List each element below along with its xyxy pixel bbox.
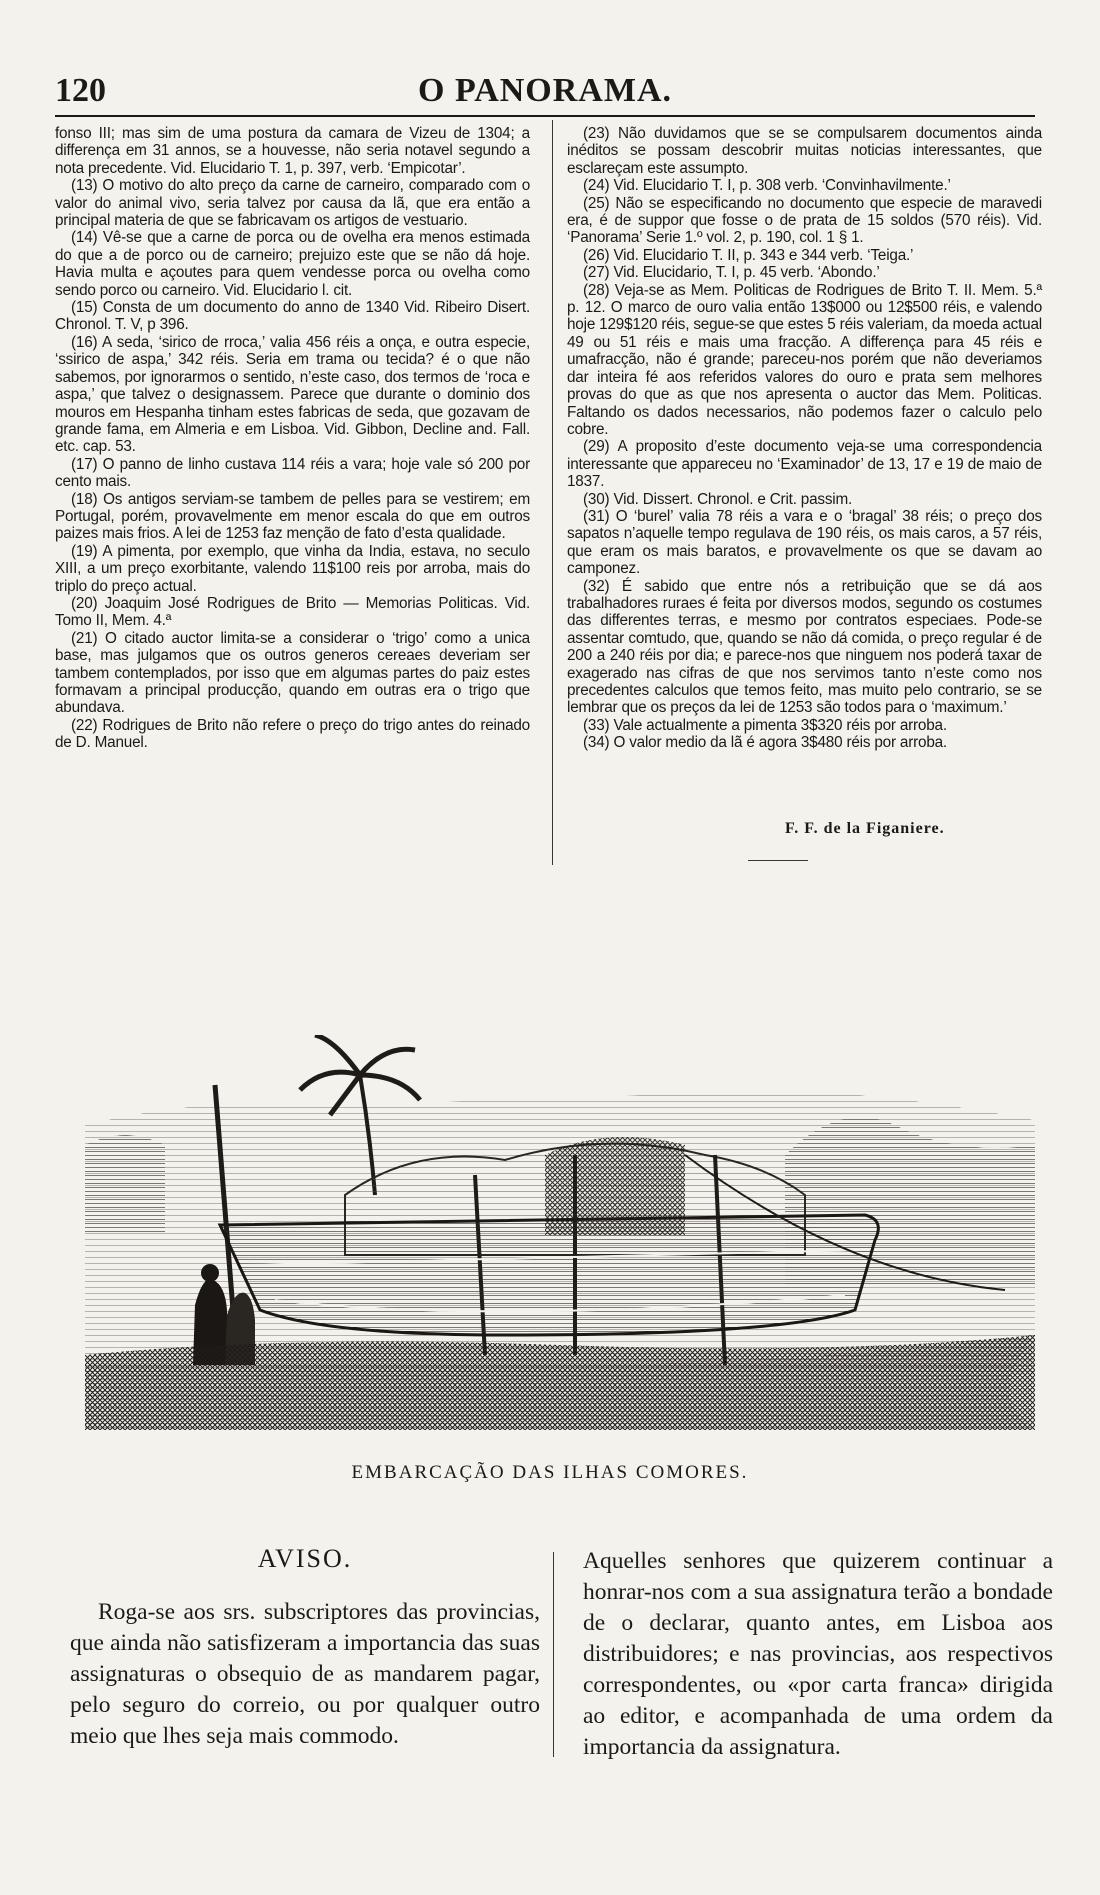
footnote: (14) Vê-se que a carne de porca ou de ovelha era menos estimada do que a de porco ou de carneiro; prejuizo este que se não dá hoje. Havia multa e açoutes para quem vendesse porca ou ovelha como sendo porco ou carneiro. Vid. Elucidario l. cit. — [55, 229, 530, 299]
notice-text-left: Roga-se aos srs. subscriptores das provincias, que ainda não satisfizeram a importancia das suas assignaturas o obsequio de as mandarem pagar, pelo seguro do correio, ou por qualquer outro meio que lhes seja mais commodo. — [70, 1599, 540, 1749]
footnote: fonso III; mas sim de uma postura da camara de Vizeu de 1304; a differença em 31 annos, se a houvesse, não seria notavel segundo a nota precedente. Vid. Elucidario T. 1, p. 397, verb. ‘Empicotar’. — [55, 125, 530, 177]
footnote: (20) Joaquim José Rodrigues de Brito — Memorias Politicas. Vid. Tomo II, Mem. 4.ª — [55, 594, 530, 630]
footnote: (25) Não se especificando no documento que especie de maravedi era, é de suppor que fosse o de prata de 15 soldos (570 réis). Vid. ‘Panorama’ Serie 1.º vol. 2, p. 190, col. 1 § 1. — [567, 194, 1042, 247]
footnote: (16) A seda, ‘sirico de rroca,’ valia 456 réis a onça, e outra especie, ‘ssirico de aspa,’ 342 réis. Seria em trama ou tecida? é o que não sabemos, por ignorarmos o sentido, n’este caso, dos termos de ‘roca e aspa,’ que talvez o designassem. Parece que durante o dominio dos mouros em Hespanha tinham estes fabricas de seda, que gozavam de grande fama, em Almeria e em Lisboa. Vid. Gibbon, Decline and. Fall. etc. cap. 53. — [55, 333, 530, 456]
notice-title: AVISO. — [257, 1544, 353, 1573]
footnote: (31) O ‘burel’ valia 78 réis a vara e o ‘bragal’ 38 réis; o preço dos sapatos n’aquelle tempo regulava de 190 réis, os mais caros, a 57 réis, que eram os mais baratos, e provavelmente os que se davam ao camponez. — [567, 507, 1042, 578]
footnote: (22) Rodrigues de Brito não refere o preço do trigo antes do reinado de D. Manuel. — [55, 716, 530, 752]
page-header — [55, 70, 1035, 110]
footnote: (27) Vid. Elucidario, T. I, p. 45 verb. ‘Abondo.’ — [583, 264, 880, 282]
column-divider — [552, 120, 553, 865]
footnote: (28) Veja-se as Mem. Politicas de Rodrigues de Brito T. II. Mem. 5.ª p. 12. O marco de ouro valia então 13$000 ou 12$500 réis, e valendo hoje 129$120 réis, segue-se que estes 5 réis valeriam, da moeda actual 49 ou 51 réis e mais uma fracção. A differença para 45 réis e umafracção, não é grande; pareceu-nos porém que não deveriamos dar inteira fé aos referidos valores do ouro e prata sem melhores provas do que as que nos apresenta o auctor das Mem. Politicas. Faltando os dados necessarios, não podemos fazer o calculo pelo cobre. — [567, 281, 1042, 438]
footnote: (19) A pimenta, por exemplo, que vinha da India, estava, no seculo XIII, a um preço exorbitante, valendo 11$100 reis por arroba, mais do triplo do preço actual. — [55, 542, 530, 595]
footnote: (23) Não duvidamos que se se compulsarem documentos ainda inéditos se possam descobrir muitas noticias interessantes, que esclareçam este assumpto. — [567, 125, 1042, 177]
hills-left — [85, 1135, 165, 1235]
notes-column-right — [567, 125, 1042, 752]
footnote: (24) Vid. Elucidario T. I, p. 308 verb. ‘Convinhavilmente.’ — [583, 177, 951, 195]
header-rule — [55, 115, 1035, 117]
footnote: (26) Vid. Elucidario T. II, p. 343 e 344 verb. ‘Teiga.’ — [583, 246, 914, 264]
notes-column-left — [55, 125, 530, 752]
author-signature: F. F. de la Figaniere. — [785, 820, 945, 837]
notice-divider — [553, 1552, 554, 1757]
footnote: (30) Vid. Dissert. Chronol. e Crit. passim. — [583, 490, 853, 508]
signature-rule — [748, 860, 808, 861]
footnote: (32) É sabido que entre nós a retribuição que se dá aos trabalhadores ruraes é feita por diversos modos, segundo os costumes das differentes terras, e mesmo por contratos especiaes. Pode-se assentar comtudo, que, quando se não dá comida, o preço regular é de 200 a 240 réis por dia; e parece-nos que ninguem nos poderá taxar de exagerado nas cifras de que nos servimos tanto n’este como nos precedentes calculos que temos feito, mas muito pelo contrario, se se lembrar que os preços da lei de 1253 são todos para o ‘maximum.’ — [567, 577, 1042, 717]
footnote: (34) O valor medio da lã é agora 3$480 réis por arroba. — [583, 734, 947, 752]
palm-fronds — [300, 1035, 420, 1115]
boat-engraving — [85, 1035, 1035, 1430]
notice-text-right: Aquelles senhores que quizerem continuar a honrar-nos com a sua assignatura terão a bondade de o declarar, quanto antes, em Lisboa aos distribuidores; e nas provincias, aos respectivos correspondentes, ou «por carta franca» dirigida ao editor, e acompanhada de uma ordem da importancia da assignatura. — [583, 1548, 1053, 1760]
footnote: (15) Consta de um documento do anno de 1340 Vid. Ribeiro Disert. Chronol. T. V, p 396. — [55, 299, 530, 334]
footnote: (13) O motivo do alto preço da carne de carneiro, comparado com o valor do animal vivo, seria talvez por causa da lã, que era então a principal materia de que se fabricavam os artigos de vestuario. — [55, 177, 530, 230]
page-title: O PANORAMA. — [418, 72, 672, 109]
footnote: (17) O panno de linho custava 114 réis a vara; hoje vale só 200 por cento mais. — [55, 455, 530, 491]
footnote: (18) Os antigos serviam-se tambem de pelles para se vestirem; em Portugal, porém, provavelmente em menor escala do que em outros paizes mais frios. A lei de 1253 faz menção de fato d’esta qualidade. — [55, 490, 530, 543]
boat-hull — [220, 1215, 878, 1335]
illustration-caption: EMBARCAÇÃO DAS ILHAS COMORES. — [351, 1462, 749, 1483]
boat-engraving-illustration — [85, 1035, 1035, 1430]
footnote: (33) Vale actualmente a pimenta 3$320 réis por arroba. — [583, 716, 947, 734]
footnote: (21) O citado auctor limita-se a considerar o ‘trigo’ como a unica base, mas julgamos que os outros generos cereaes deveriam ser tambem contemplados, por isso que em algumas partes do paiz estes formavam a principal producção, quando em outras era o trigo que abundava. — [55, 629, 530, 717]
figure-left-head — [201, 1264, 219, 1282]
page-number: 120 — [55, 72, 106, 109]
footnote: (29) A proposito d’este documento veja-se uma correspondencia interessante que appareceu no ‘Examinador’ de 13, 17 e 19 de maio de 1837. — [567, 438, 1042, 491]
